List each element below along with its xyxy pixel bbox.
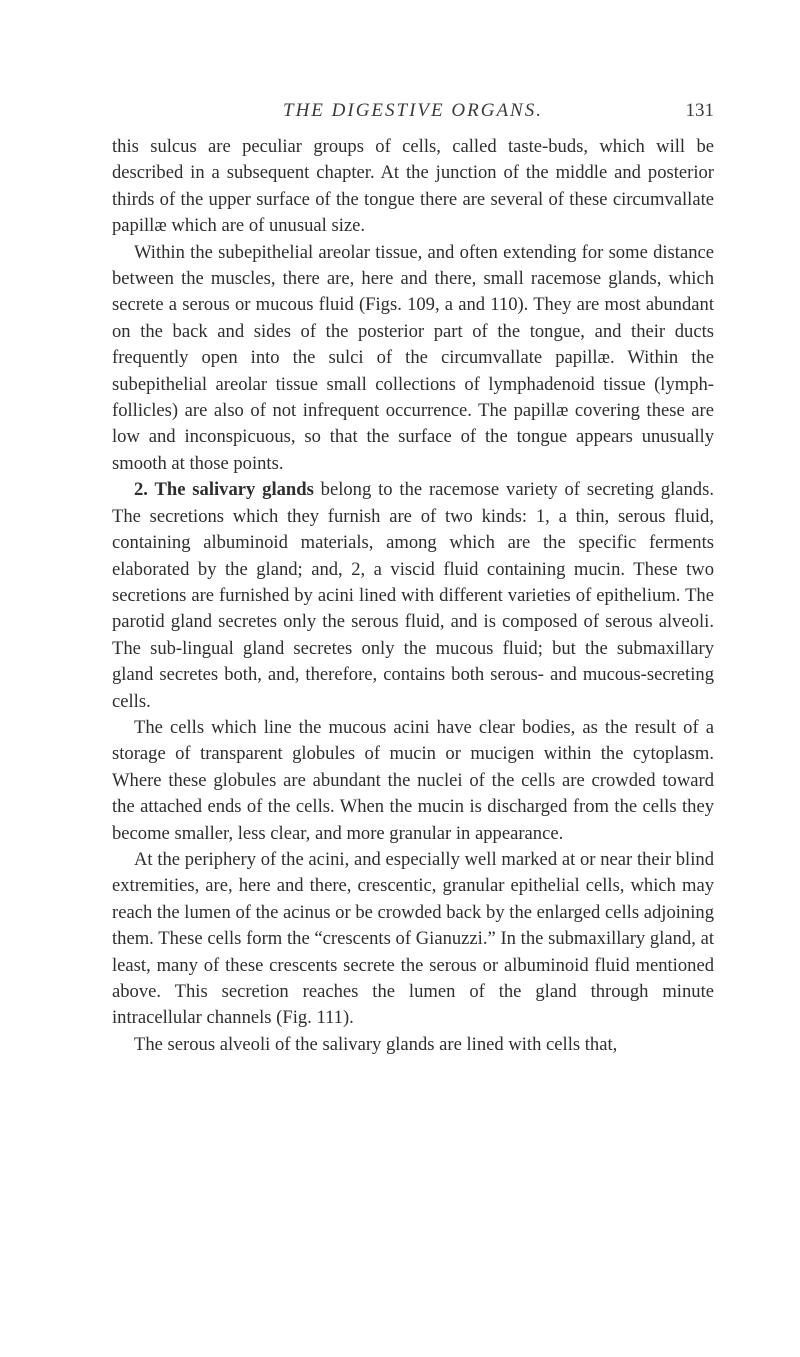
paragraph-text: Within the subepithelial areolar tissue, and often extending for some distance between the muscles, there are, here and there, small racemose glands, which secrete a serous or mucous fluid (Figs. 109, a and 110). They are most abundant on the back and sides of the posterior part of the tongue, and their ducts frequently open into the sulci of the circumvallate papillæ. Within the subepithelial areolar tissue small collections of lymphadenoid tissue (lymph-follicles) are also of not infrequent occurrence. The papillæ covering these are low and inconspicuous, so that the surface of the tongue appears unusually smooth at those points.: [112, 241, 714, 474]
paragraph-text: The serous alveoli of the salivary glands are lined with cells that,: [134, 1033, 618, 1055]
paragraph-salivary-glands: [112, 477, 714, 715]
paragraph-racemose-glands: [112, 240, 714, 478]
section-heading: 2. The salivary glands: [134, 479, 314, 501]
body-text: [112, 134, 714, 1058]
paragraph-text: belong to the racemose variety of secreting glands. The secretions which they furnish are of two kinds: 1, a thin, serous fluid, containing albuminoid materials, among which are the specific ferments elaborated by the gland; and, 2, a viscid fluid containing mucin. These two secretions are furnished by acini lined with different varieties of epithelium. The parotid gland secretes only the serous fluid, and is composed of serous alveoli. The sub-lingual gland secretes only the mucous fluid; but the submaxillary gland secretes both, and, therefore, contains both serous- and mucous-secreting cells.: [112, 479, 714, 712]
paragraph-text: At the periphery of the acini, and especially well marked at or near their blind extremities, are, here and there, crescentic, granular epithelial cells, which may reach the lumen of the acinus or be crowded back by the enlarged cells adjoining them. These cells form the “crescents of Gianuzzi.” In the submaxillary gland, at least, many of these crescents secrete the serous or albuminoid fluid mentioned above. This secretion reaches the lumen of the gland through minute intracellular channels (Fig. 111).: [112, 848, 714, 1029]
page-number: 131: [685, 100, 714, 121]
paragraph-serous-alveoli: [112, 1032, 714, 1058]
running-title: THE DIGESTIVE ORGANS.: [283, 100, 543, 121]
paragraph-mucous-acini: [112, 715, 714, 847]
paragraph-text: The cells which line the mucous acini have clear bodies, as the result of a storage of transparent globules of mucin or mucigen within the cytoplasm. Where these globules are abundant the nuclei of the cells are crowded toward the attached ends of the cells. When the mucin is discharged from the cells they become smaller, less clear, and more granular in appearance.: [112, 716, 714, 844]
paragraph-text: this sulcus are peculiar groups of cells, called taste-buds, which will be described in a subsequent chapter. At the junction of the middle and posterior thirds of the upper surface of the tongue there are several of these circumvallate papillæ which are of unusual size.: [112, 136, 714, 237]
paragraph-taste-buds: [112, 134, 714, 240]
paragraph-crescents: [112, 847, 714, 1032]
running-head: [112, 100, 714, 126]
